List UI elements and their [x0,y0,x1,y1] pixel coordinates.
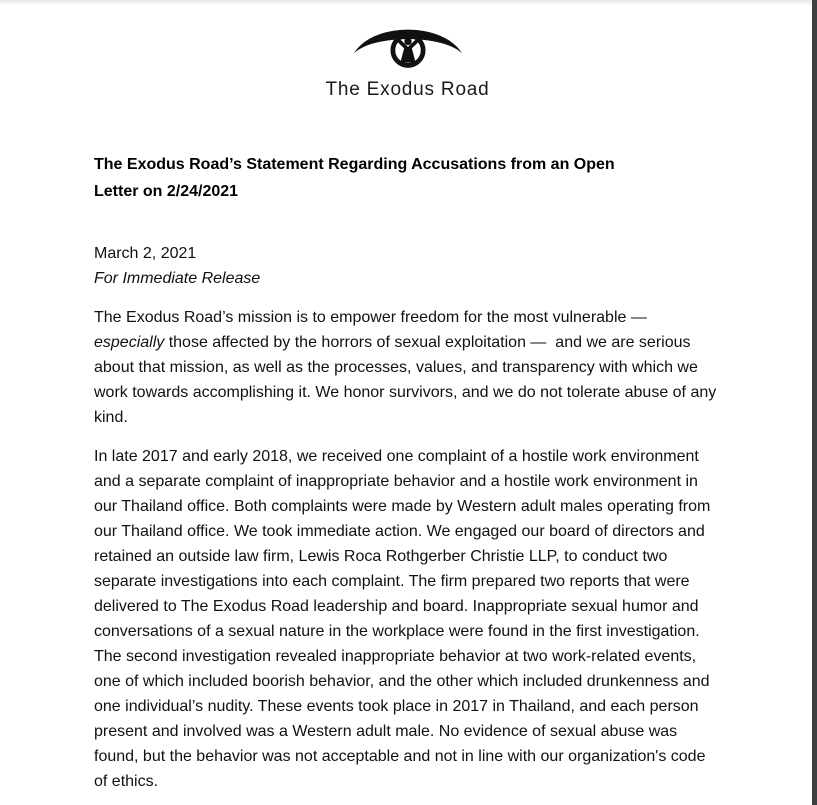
paragraph-investigations: In late 2017 and early 2018, we received one complaint of a hostile work environment and a separate complaint of inappropriate behavior and a hostile work environment in our Thailand office. Both complaints were made by Western adult males operating from our Thailand office. We took immediate action. We engaged our board of directors and retained an outside law firm, Lewis Roca Rothgerber Christie LLP, to conduct two separate investigations into each complaint. The firm prepared two reports that were delivered to The Exodus Road leadership and board. Inappropriate sexual humor and conversations of a sexual nature in the workplace were found in the first investigation. The second investigation revealed inappropriate behavior at two work-related events, one of which included boorish behavior, and the other which included drunkenness and one individual’s nudity. These events took place in 2017 in Thailand, and each person present and involved was a Western adult male. No evidence of sexual abuse was found, but the behavior was not acceptable and not in line with our organization's code of ethics. [94,448,711,790]
statement-title-line-1: The Exodus Road’s Statement Regarding Accusations from an Open [94,156,615,173]
statement-title [94,151,721,205]
paragraph-mission [94,305,721,430]
viewer-edge-strip [812,0,817,805]
release-line: For Immediate Release [94,270,261,287]
statement-title-line-2: Letter on 2/24/2021 [94,183,239,200]
exodus-road-eye-logo-icon [352,20,464,71]
paragraph-mission-text-pre: The Exodus Road’s mission is to empower freedom for the most vulnerable — [94,309,652,326]
brand-header [94,0,721,101]
paragraph-mission-text-post: those affected by the horrors of sexual exploitation — and we are serious about that mission, as well as the processes, values, and transparency with which we work towards accomplishing it. We honor survivors, and we do not tolerate abuse of any kind. [94,334,721,426]
brand-wordmark: The Exodus Road [325,79,490,100]
paragraph-mission-emphasis: especially [94,334,165,351]
release-meta [94,241,721,291]
date-line: March 2, 2021 [94,245,197,262]
document-content [94,0,721,794]
